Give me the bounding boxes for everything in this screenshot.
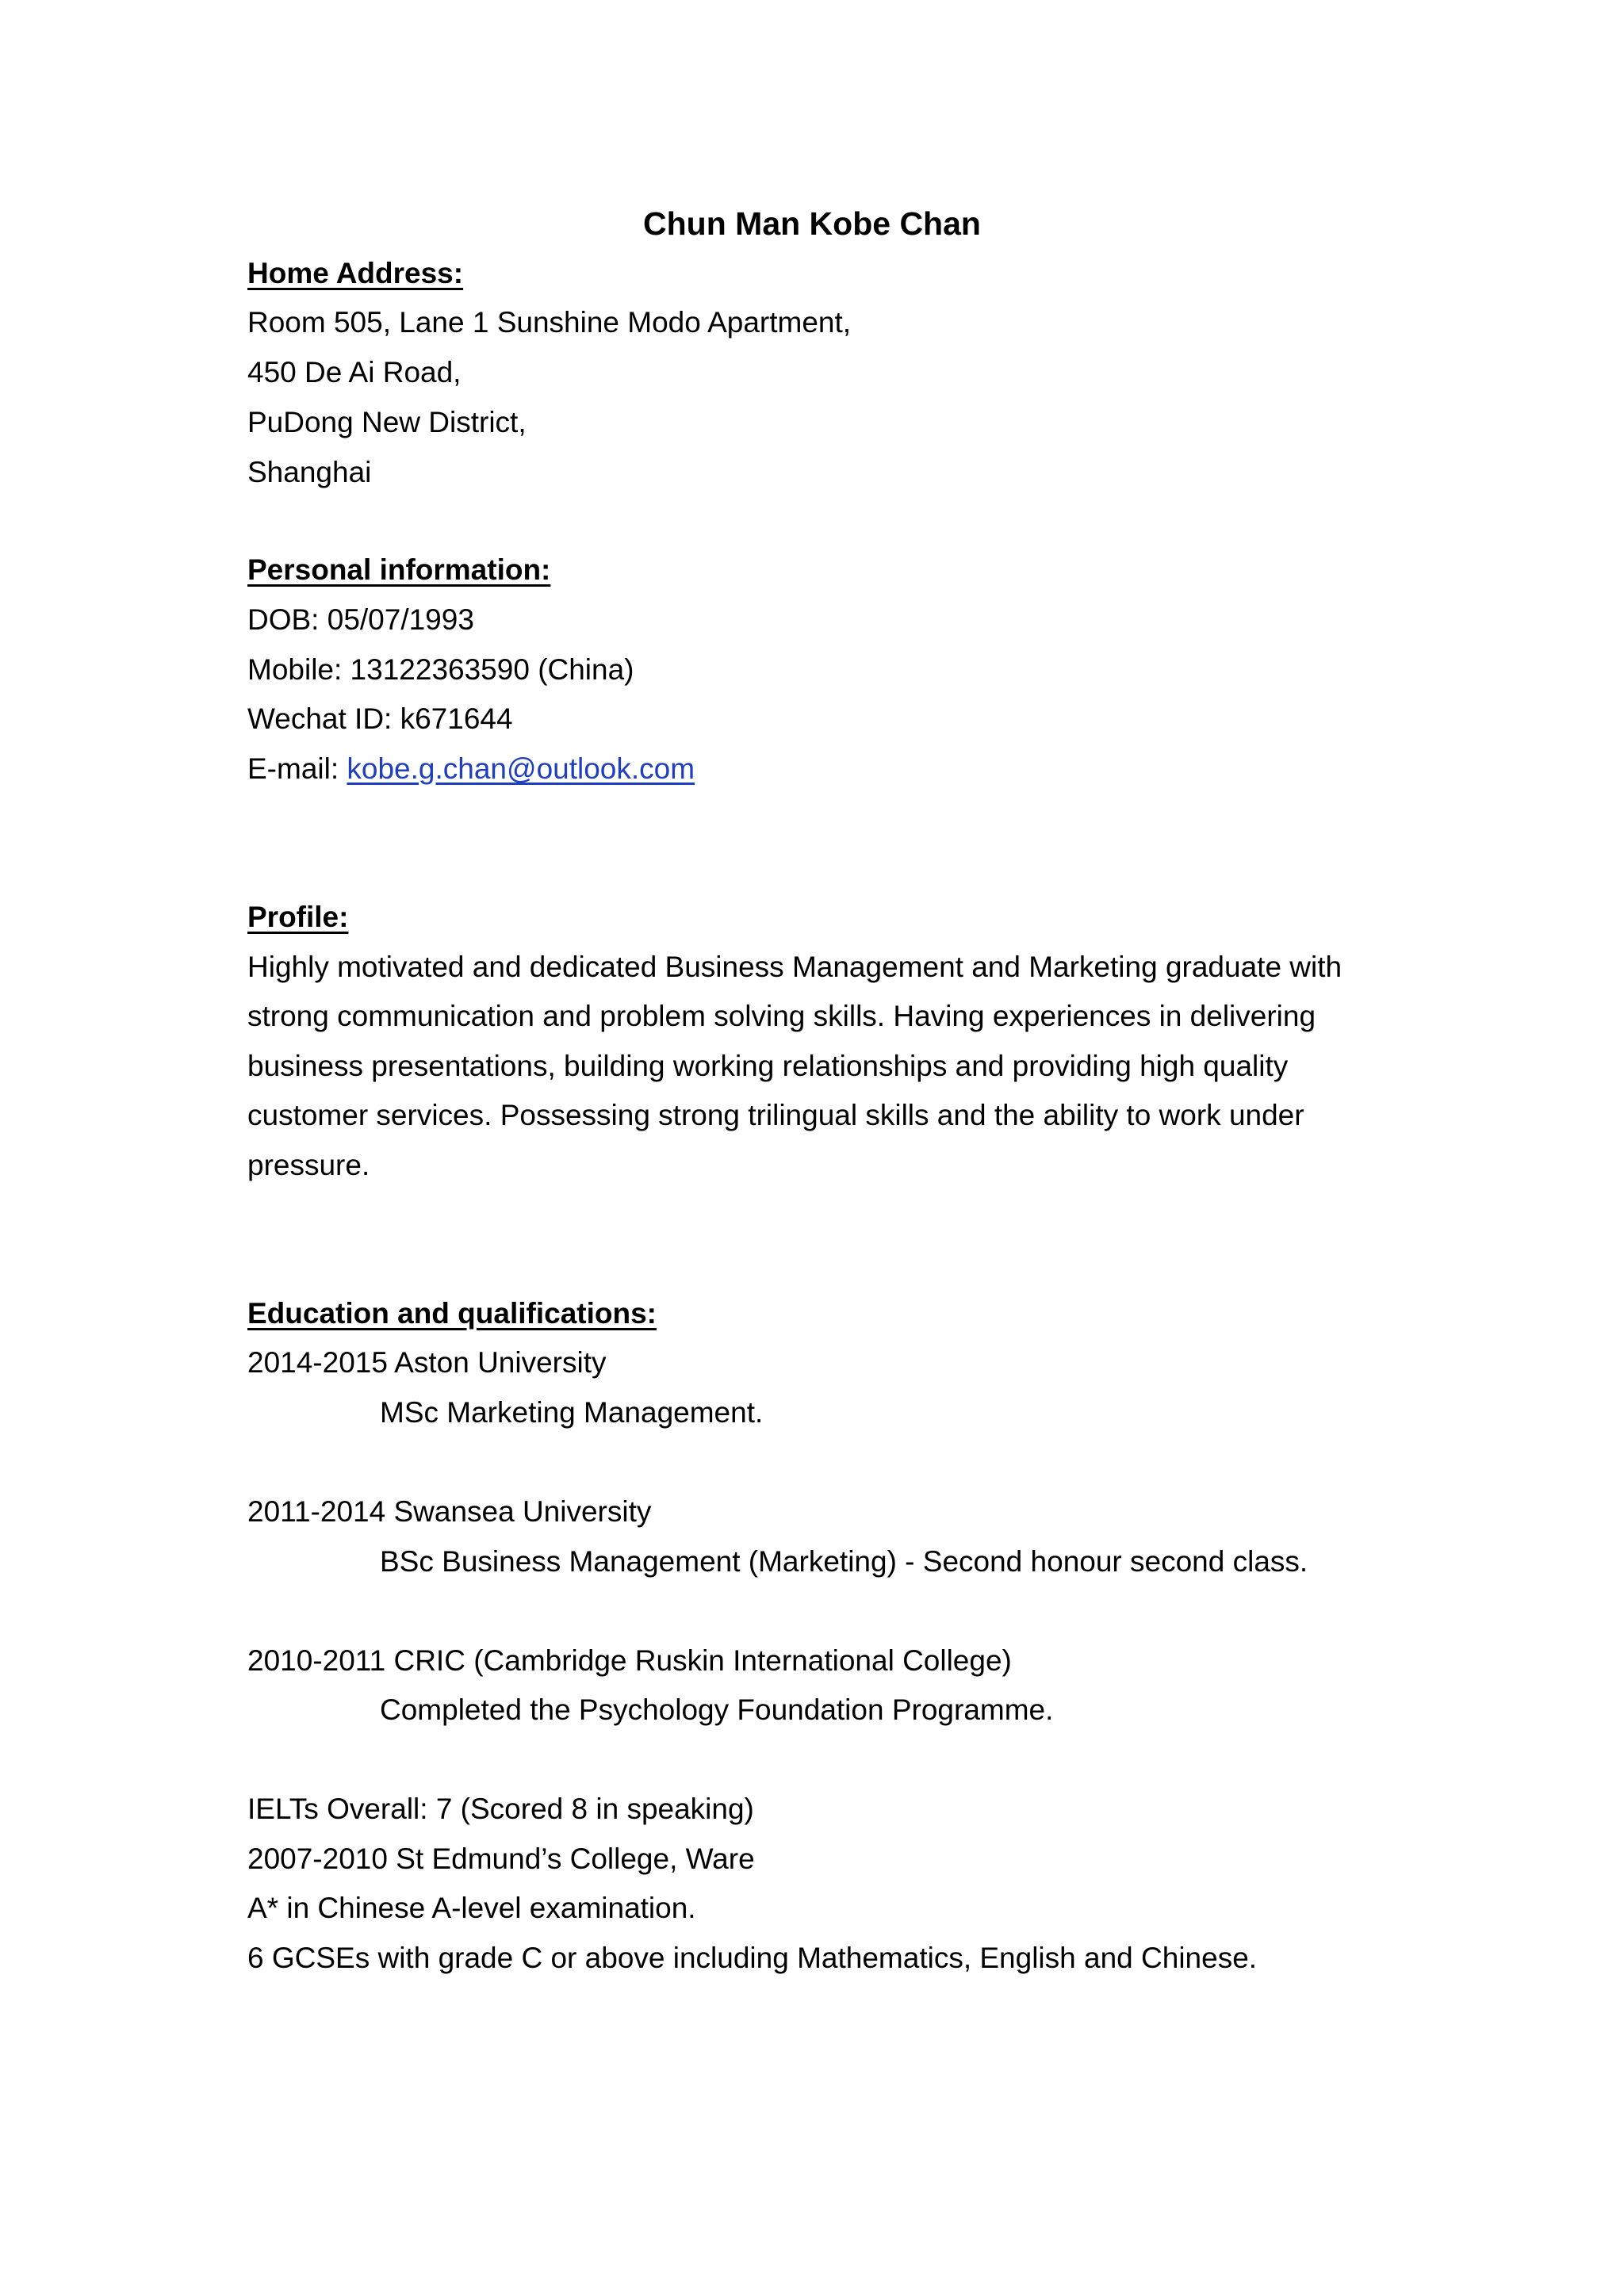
email-label: E-mail: [247, 752, 347, 785]
education-entry-title: 2011-2014 Swansea University [247, 1495, 652, 1528]
education-entry-detail: BSc Business Management (Marketing) - Second honour second class. [380, 1545, 1308, 1578]
resume-name: Chun Man Kobe Chan [643, 205, 981, 242]
profile-line-1: Highly motivated and dedicated Business Management and Marketing graduate with [247, 951, 1342, 983]
wechat-line: Wechat ID: k671644 [247, 702, 513, 735]
a-level-line: A* in Chinese A-level examination. [247, 1892, 696, 1924]
profile-heading: Profile: [247, 901, 349, 933]
profile-line-4: customer services. Possessing strong trilingual skills and the ability to work under [247, 1099, 1304, 1131]
education-heading: Education and qualifications: [247, 1297, 657, 1330]
school-line: 2007-2010 St Edmund’s College, Ware [247, 1843, 755, 1875]
personal-info-heading: Personal information: [247, 553, 551, 586]
email-link[interactable]: kobe.g.chan@outlook.com [347, 752, 695, 785]
gcse-line: 6 GCSEs with grade C or above including Mathematics, English and Chinese. [247, 1942, 1258, 1974]
education-entry-detail: Completed the Psychology Foundation Programme. [380, 1693, 1054, 1726]
education-entry-detail: MSc Marketing Management. [380, 1396, 764, 1429]
ielts-line: IELTs Overall: 7 (Scored 8 in speaking) [247, 1793, 754, 1825]
mobile-line: Mobile: 13122363590 (China) [247, 653, 634, 686]
address-line-1: Room 505, Lane 1 Sunshine Modo Apartment, [247, 306, 852, 339]
education-entry-title: 2010-2011 CRIC (Cambridge Ruskin International College) [247, 1644, 1012, 1677]
profile-line-2: strong communication and problem solving skills. Having experiences in delivering [247, 1000, 1316, 1032]
education-entry-title: 2014-2015 Aston University [247, 1346, 607, 1379]
address-line-4: Shanghai [247, 456, 372, 488]
email-line [247, 751, 695, 787]
profile-line-5: pressure. [247, 1149, 370, 1181]
profile-line-3: business presentations, building working relationships and providing high quality [247, 1050, 1289, 1082]
address-line-3: PuDong New District, [247, 406, 527, 438]
dob-line: DOB: 05/07/1993 [247, 603, 474, 636]
home-address-heading: Home Address: [247, 257, 464, 289]
address-line-2: 450 De Ai Road, [247, 356, 462, 388]
